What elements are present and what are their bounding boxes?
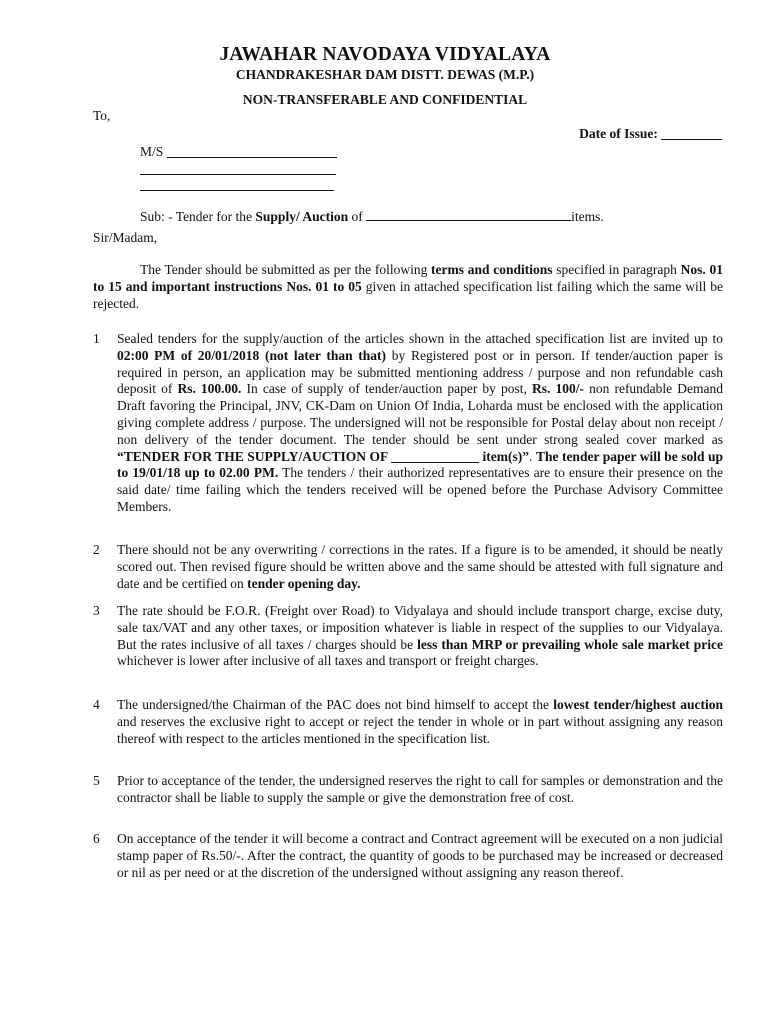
intro-paragraph [93, 262, 723, 312]
term-item-2 [93, 542, 723, 592]
term-bold: The tender paper will be sold up to 19/01/18 up to 02.00 PM. [117, 448, 723, 481]
term-bold: “TENDER FOR THE SUPPLY/AUCTION OF _____________ item(s)” [117, 448, 530, 464]
term-text: by Registered post or in person. If tender/auction paper is required in person, an application may be submitted mentioning address / purpose and non refundable cash deposit of [117, 347, 723, 397]
term-text: and reserves the exclusive right to accept or reject the tender in whole or in part without assigning any reason thereof with respect to the articles mentioned in the specification list. [117, 713, 723, 746]
term-number: 2 [93, 542, 100, 557]
intro-bold-2: Nos. 01 to 15 and important instructions Nos. 01 to 05 [93, 262, 723, 294]
term-text: The undersigned/the Chairman of the PAC does not bind himself to accept the [117, 697, 554, 712]
term-bold: lowest tender/highest auction [553, 697, 723, 712]
term-bold: Rs. 100.00. [177, 381, 242, 397]
term-item-5 [93, 773, 723, 807]
term-text: On acceptance of the tender it will become a contract and Contract agreement will be executed on a non judicial stamp paper of Rs.50/-. After the contract, the quantity of goods to be purchased may be increased or decreased or nil as per need or at the discretion of the undersigned without assigning any reason thereof. [117, 831, 723, 880]
term-text: whichever is lower after inclusive of all taxes and transport or freight charges. [117, 653, 539, 669]
term-number: 3 [93, 603, 100, 618]
term-text: Prior to acceptance of the tender, the undersigned reserves the right to call for samples or demonstration and the contractor shall be liable to supply the sample or give the demonstration free of cost. [117, 773, 723, 805]
salutation: Sir/Madam, [93, 230, 158, 245]
term-number: 1 [93, 331, 100, 346]
ms-blank-line-1 [167, 157, 337, 158]
date-of-issue: Date of Issue: _________ [579, 126, 722, 141]
term-item-3 [93, 603, 723, 670]
term-text: In case of supply of tender/auction paper by post, [241, 381, 533, 397]
to-label: To, [93, 108, 111, 123]
term-number: 5 [93, 773, 100, 788]
term-text: There should not be any overwriting / corrections in the rates. If a figure is to be amended, it should be neatly scored out. Then revised figure should be written above and the same should be attested with full signature and date and be certified on [117, 542, 723, 591]
intro-text-2: specified in paragraph [552, 262, 681, 277]
school-address: CHANDRAKESHAR DAM DISTT. DEWAS (M.P.) [235, 67, 535, 82]
subject-mid: of [348, 209, 367, 224]
intro-bold-1: terms and conditions [431, 262, 553, 277]
term-text: Sealed tenders for the supply/auction of the articles shown in the attached specification list are invited up to [117, 331, 723, 346]
term-bold: Rs. 100/- [532, 381, 584, 397]
term-bold: 02:00 PM of 20/01/2018 (not later than that) [117, 347, 387, 363]
term-number: 4 [93, 697, 100, 712]
intro-text-3: given in attached specification list failing which the same will be rejected. [93, 278, 723, 311]
ms-blank-line-3 [140, 190, 334, 191]
subject-prefix: Sub: - Tender for the [140, 209, 256, 224]
term-text: The rate should be F.O.R. (Freight over Road) to Vidyalaya and should include transport charge, excise duty, sale tax/VAT and any other taxes, or imposition whatever is liable in respect of the supplies to our Vidyalaya. But the rates inclusive of all taxes / charges should be [117, 603, 723, 652]
intro-text-1: The Tender should be submitted as per the following [140, 262, 432, 277]
term-bold: less than MRP or prevailing whole sale market price [417, 636, 723, 652]
term-number: 6 [93, 831, 100, 846]
ms-label: M/S [140, 144, 164, 159]
subject-suffix: items. [571, 209, 604, 224]
term-text: . [529, 448, 536, 464]
term-bold: tender opening day. [247, 575, 361, 591]
confidential-label: NON-TRANSFERABLE AND CONFIDENTIAL [242, 92, 528, 107]
subject-line [140, 208, 604, 226]
subject-bold: Supply/ Auction [255, 209, 349, 224]
subject-blank [366, 208, 571, 221]
term-item-6 [93, 831, 723, 881]
term-item-1 [93, 331, 723, 516]
ms-blank-line-2 [140, 174, 336, 175]
term-item-4 [93, 697, 723, 747]
school-title: JAWAHAR NAVODAYA VIDYALAYA [219, 44, 551, 65]
term-text: The tenders / their authorized representatives are to ensure their presence on the said date/ time failing which the tenders received will be opened before the Purchase Advisory Committee Members. [117, 465, 723, 514]
term-text: non refundable Demand Draft favoring the Principal, JNV, CK-Dam on Union Of India, Lohardа must be enclosed with the application giving complete address / purpose. The undersigned will not be responsible for Postal delay about non receipt / non delivery of the tender document. The tender should be sent under strong sealed cover marked as [117, 381, 724, 447]
